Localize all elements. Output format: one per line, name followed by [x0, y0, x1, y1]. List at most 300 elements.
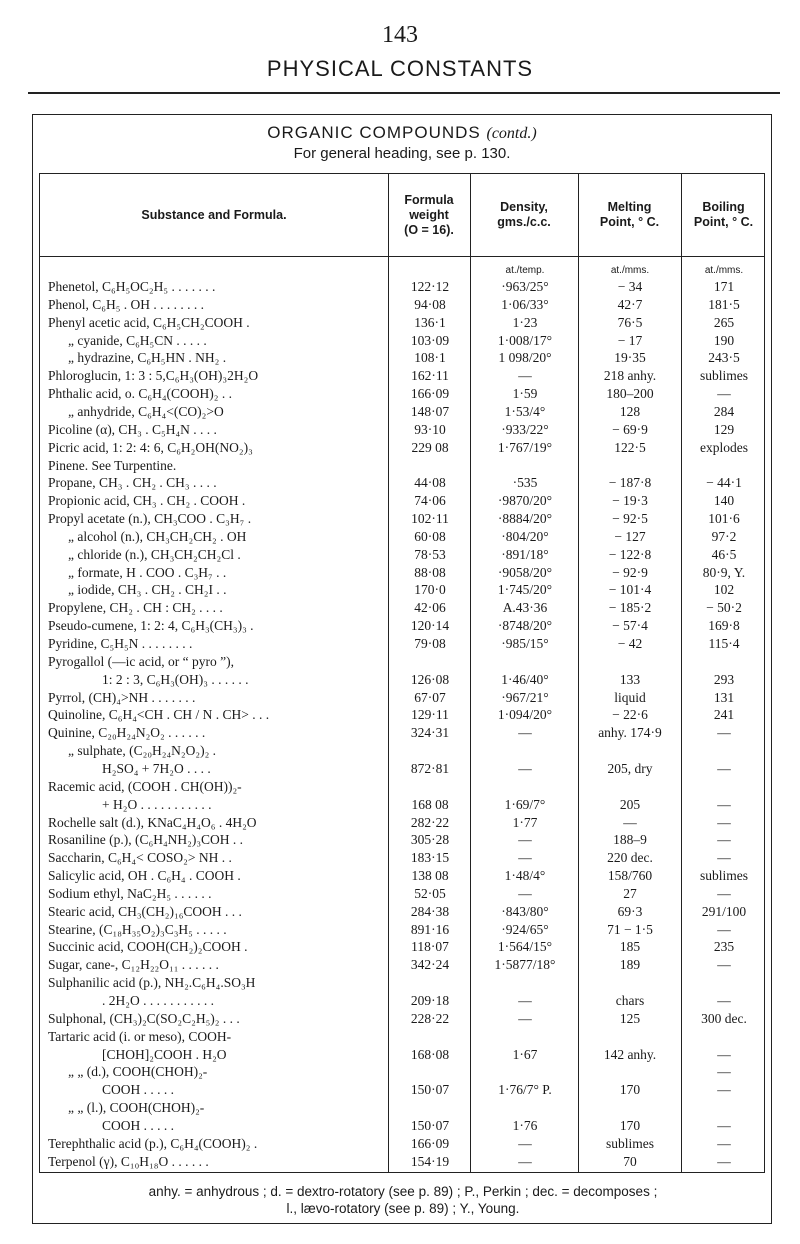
melting-point-cell: − 34	[617, 279, 643, 294]
boiling-point-cell: —	[717, 814, 731, 830]
table-row	[40, 1100, 764, 1116]
header-weight-line3: (O = 16).	[404, 222, 454, 237]
header-density-line1: Density,	[500, 200, 548, 214]
formula-weight-cell: 74·06	[414, 493, 446, 509]
boiling-point-cell: 140	[713, 493, 735, 509]
melting-point-cell: 185	[619, 939, 641, 955]
substance-cell: Saccharin, C₆H₄< COSO₂> NH . .	[48, 850, 232, 866]
density-cell: —	[518, 1153, 532, 1169]
table-row	[40, 493, 764, 509]
substance-cell: Phloroglucin, 1: 3 : 5,C₆H₃(OH)₃2H₂O	[48, 368, 259, 384]
melting-point-cell: chars	[615, 993, 645, 1008]
boiling-point-cell: —	[717, 1135, 731, 1151]
melting-point-cell: − 22·6	[612, 707, 648, 723]
header-melting	[578, 174, 681, 256]
table-row	[40, 565, 764, 581]
boiling-point-cell: 46·5	[711, 546, 737, 562]
density-cell: —	[518, 832, 532, 848]
melting-point-cell: 188–9	[613, 832, 647, 848]
substance-cell: Pyridine, C₅H₅N . . . . . . . .	[48, 636, 193, 651]
boiling-point-cell: —	[717, 993, 731, 1008]
substance-cell: Quinoline, C₆H₄<CH . CH / N . CH> . . .	[48, 707, 270, 723]
density-cell: —	[518, 850, 532, 866]
boiling-point-cell: 293	[713, 671, 735, 687]
table-row	[40, 957, 764, 973]
substance-cell: Propyl acetate (n.), CH₃COO . C₃H₇ .	[48, 511, 252, 527]
substance-cell: Propane, CH₃ . CH₂ . CH₃ . . . .	[48, 475, 217, 491]
boiling-point-cell: —	[717, 386, 731, 402]
formula-weight-cell: 103·09	[410, 332, 450, 348]
formula-weight-cell: 102·11	[411, 511, 449, 527]
density-cell: A.43·36	[502, 600, 548, 616]
table-row	[40, 1118, 764, 1134]
units-boiling: at./mms.	[704, 265, 744, 276]
density-cell: 1·59	[512, 386, 538, 402]
substance-cell: „ alcohol (n.), CH₃CH₂CH₂ . OH	[68, 528, 247, 544]
density-cell: 1·745/20°	[497, 582, 553, 598]
melting-point-cell: − 187·8	[608, 475, 652, 491]
table-row	[40, 458, 764, 474]
formula-weight-cell: 78·53	[414, 546, 446, 562]
table-row	[40, 600, 764, 616]
substance-cell: Tartaric acid (i. or meso), COOH-	[48, 1028, 232, 1044]
formula-weight-cell: 284·38	[410, 903, 450, 919]
boiling-point-cell: —	[717, 1117, 731, 1133]
density-cell: 1·76/7° P.	[498, 1082, 552, 1098]
melting-point-cell: 158/760	[607, 868, 653, 884]
boiling-point-cell: —	[717, 832, 731, 848]
table-row	[40, 422, 764, 438]
table-row	[40, 636, 764, 652]
table-row	[40, 868, 764, 884]
substance-cell: Pyrogallol (—ic acid, or “ pyro ”),	[48, 653, 234, 669]
substance-cell: Terpenol (γ), C₁₀H₁₈O . . . . . .	[48, 1153, 209, 1169]
units-density: at./temp.	[505, 265, 545, 276]
units-melting: at./mms.	[610, 265, 650, 276]
density-cell: 1·77	[512, 814, 538, 830]
formula-weight-cell: 162·11	[411, 368, 449, 384]
formula-weight-cell: 118·07	[411, 939, 449, 955]
substance-cell: „ „ (d.), COOH(CHOH)₂-	[68, 1064, 208, 1080]
melting-point-cell: 128	[619, 403, 641, 419]
formula-weight-cell: 67·07	[414, 689, 446, 705]
substance-cell: Propylene, CH₂ . CH : CH₂ . . . .	[48, 600, 223, 616]
melting-point-cell: − 57·4	[612, 618, 648, 634]
melting-point-cell: 170	[619, 1082, 641, 1098]
density-cell: 1·76	[512, 1117, 538, 1133]
table-row	[40, 368, 764, 384]
substance-cell: 1: 2 : 3, C₆H₃(OH)₃ . . . . . .	[102, 671, 249, 687]
formula-weight-cell: 120·14	[410, 618, 450, 634]
substance-cell: „ chloride (n.), CH₃CH₂CH₂Cl .	[68, 546, 241, 562]
header-substance	[40, 174, 388, 256]
melting-point-cell: − 92·9	[612, 564, 648, 580]
substance-cell: Sodium ethyl, NaC₂H₅ . . . . . .	[48, 885, 212, 901]
substance-cell: COOH . . . . .	[102, 1117, 175, 1133]
boiling-point-cell: 284	[713, 403, 735, 419]
melting-point-cell: 125	[619, 1010, 641, 1026]
formula-weight-cell: 170·0	[414, 582, 446, 598]
formula-weight-cell: 168 08	[411, 796, 449, 812]
page-frame	[32, 114, 772, 1224]
formula-weight-cell: 136·1	[414, 314, 446, 330]
header-density-line2: gms./c.c.	[497, 215, 551, 229]
footnote-line2: l., lævo-rotatory (see p. 89) ; Y., Young.	[286, 1201, 520, 1216]
formula-weight-cell: 342·24	[410, 957, 450, 973]
table-row	[40, 779, 764, 795]
formula-weight-cell: 324·31	[410, 725, 450, 741]
boiling-point-cell: —	[717, 1046, 731, 1062]
substance-cell: Picoline (α), CH₃ . C₅H₄N . . . .	[48, 421, 217, 437]
header-rule	[28, 92, 780, 94]
melting-point-cell: 170	[619, 1117, 641, 1133]
table-row	[40, 690, 764, 706]
table-row	[40, 1082, 764, 1098]
table-row	[40, 1029, 764, 1045]
melting-point-cell: 42·7	[617, 296, 643, 312]
substance-cell: Pinene. See Turpentine.	[48, 457, 177, 473]
table-row	[40, 1064, 764, 1080]
formula-weight-cell: 122·12	[410, 279, 450, 294]
boiling-point-cell: 171	[713, 279, 735, 294]
header-divider	[40, 256, 764, 257]
density-cell: ·963/25°	[501, 279, 549, 294]
density-cell: ·843/80°	[501, 903, 549, 919]
formula-weight-cell: 44·08	[414, 475, 446, 491]
melting-point-cell: − 185·2	[608, 600, 652, 616]
table-row	[40, 475, 764, 491]
table-row	[40, 1136, 764, 1152]
formula-weight-cell: 183·15	[410, 850, 450, 866]
density-cell: —	[518, 1135, 532, 1151]
density-cell: 1·06/33°	[501, 296, 549, 312]
substance-cell: Terephthalic acid (p.), C₆H₄(COOH)₂ .	[48, 1135, 258, 1151]
melting-point-cell: 122·5	[614, 439, 646, 455]
table-row	[40, 511, 764, 527]
table-row	[40, 1011, 764, 1027]
formula-weight-cell: 79·08	[414, 636, 446, 651]
formula-weight-cell: 42·06	[414, 600, 446, 616]
table-row	[40, 886, 764, 902]
melting-point-cell: 71 − 1·5	[607, 921, 653, 937]
header-melting-line1: Melting	[607, 200, 652, 214]
boiling-point-cell: —	[717, 850, 731, 866]
units-row	[40, 265, 764, 279]
melting-point-cell: 205, dry	[607, 760, 653, 776]
density-cell: 1·69/7°	[504, 796, 546, 812]
table-row	[40, 725, 764, 741]
formula-weight-cell: 93·10	[414, 421, 446, 437]
melting-point-cell: − 127	[614, 528, 646, 544]
density-cell: 1·5877/18°	[494, 957, 556, 973]
density-cell: ·933/22°	[501, 421, 549, 437]
substance-cell: Rosaniline (p.), (C₆H₄NH₂)₃COH . .	[48, 832, 244, 848]
boiling-point-cell: 129	[713, 421, 735, 437]
header-substance-label: Substance and Formula.	[141, 207, 287, 222]
boiling-point-cell: 243·5	[708, 350, 740, 366]
table-row	[40, 618, 764, 634]
boiling-point-cell: 115·4	[708, 636, 740, 651]
table-row	[40, 922, 764, 938]
density-cell: ·891/18°	[501, 546, 549, 562]
formula-weight-cell: 872·81	[410, 760, 450, 776]
substance-cell: Phthalic acid, o. C₆H₄(COOH)₂ . .	[48, 386, 232, 402]
density-cell: 1·767/19°	[497, 439, 553, 455]
substance-cell: Sulphonal, (CH₃)₂C(SO₂C₂H₅)₂ . . .	[48, 1010, 240, 1026]
substance-cell: Stearine, (C₁₈H₃₅O₂)₃C₃H₅ . . . . .	[48, 921, 227, 937]
table-row	[40, 815, 764, 831]
table-row	[40, 939, 764, 955]
density-cell: —	[518, 885, 532, 901]
substance-cell: Racemic acid, (COOH . CH(OH))₂-	[48, 778, 242, 794]
density-cell: ·924/65°	[501, 921, 549, 937]
boiling-point-cell: —	[717, 885, 731, 901]
header-boiling	[681, 174, 765, 256]
boiling-point-cell: sublimes	[699, 368, 748, 384]
boiling-point-cell: —	[717, 921, 731, 937]
density-cell: ·967/21°	[501, 689, 549, 705]
section-title-text: ORGANIC COMPOUNDS	[267, 123, 481, 142]
substance-cell: „ cyanide, C₆H₅CN . . . . .	[68, 332, 207, 348]
substance-cell: Stearic acid, CH₃(CH₂)₁₆COOH . . .	[48, 903, 242, 919]
boiling-point-cell: —	[717, 957, 731, 973]
density-cell: 1·008/17°	[497, 332, 553, 348]
density-cell: 1·53/4°	[504, 403, 546, 419]
substance-cell: Salicylic acid, OH . C₆H₄ . COOH .	[48, 868, 241, 884]
boiling-point-cell: 181·5	[708, 296, 740, 312]
table-row	[40, 654, 764, 670]
substance-cell: Sugar, cane-, C₁₂H₂₂O₁₁ . . . . . .	[48, 957, 219, 973]
density-cell: ·535	[512, 475, 538, 491]
boiling-point-cell: sublimes	[699, 868, 748, 884]
formula-weight-cell: 60·08	[414, 528, 446, 544]
density-cell: 1·564/15°	[497, 939, 553, 955]
header-boiling-line1: Boiling	[702, 200, 745, 214]
table-row	[40, 440, 764, 456]
table-row	[40, 975, 764, 991]
density-cell: ·804/20°	[501, 528, 549, 544]
section-note: For general heading, see p. 130.	[293, 145, 511, 162]
melting-point-cell: 133	[619, 671, 641, 687]
table-row	[40, 386, 764, 402]
boiling-point-cell: —	[717, 1153, 731, 1169]
table-row	[40, 832, 764, 848]
table-row	[40, 297, 764, 313]
density-cell: 1·23	[512, 314, 538, 330]
melting-point-cell: − 19·3	[612, 493, 648, 509]
melting-point-cell: liquid	[614, 689, 646, 705]
density-cell: —	[518, 725, 532, 741]
formula-weight-cell: 52·05	[414, 885, 446, 901]
boiling-point-cell: 291/100	[701, 903, 747, 919]
substance-cell: „ anhydride, C₆H₄<(CO)₂>O	[68, 403, 224, 419]
formula-weight-cell: 305·28	[410, 832, 450, 848]
melting-point-cell: − 92·5	[612, 511, 648, 527]
melting-point-cell: − 122·8	[608, 546, 652, 562]
melting-point-cell: sublimes	[605, 1135, 654, 1151]
formula-weight-cell: 166·09	[410, 1135, 450, 1151]
melting-point-cell: 70	[623, 1153, 637, 1169]
substance-cell: COOH . . . . .	[102, 1082, 175, 1098]
density-cell: 1 098/20°	[498, 350, 552, 366]
melting-point-cell: − 101·4	[608, 582, 652, 598]
formula-weight-cell: 282·22	[410, 814, 450, 830]
table-row	[40, 743, 764, 759]
table-row	[40, 904, 764, 920]
substance-cell: . 2H₂O . . . . . . . . . . .	[102, 993, 214, 1008]
constants-table	[39, 173, 765, 1173]
substance-cell: Phenetol, C₆H₅OC₂H₅ . . . . . . .	[48, 279, 216, 294]
table-row	[40, 1047, 764, 1063]
formula-weight-cell: 154·19	[410, 1153, 450, 1169]
section-title-suffix: (contd.)	[486, 125, 537, 142]
melting-point-cell: − 69·9	[612, 421, 648, 437]
boiling-point-cell: 131	[713, 689, 735, 705]
boiling-point-cell: − 50·2	[706, 600, 742, 616]
header-density	[470, 174, 578, 256]
boiling-point-cell: 241	[713, 707, 735, 723]
formula-weight-cell: 209·18	[410, 993, 450, 1008]
formula-weight-cell: 150·07	[410, 1082, 450, 1098]
formula-weight-cell: 229 08	[411, 439, 449, 455]
table-row	[40, 850, 764, 866]
density-cell: —	[518, 993, 532, 1008]
header-melting-line2: Point, ° C.	[599, 215, 660, 229]
substance-cell: „ „ (l.), COOH(CHOH)₂-	[68, 1100, 205, 1116]
formula-weight-cell: 148·07	[410, 403, 450, 419]
melting-point-cell: − 17	[617, 332, 643, 348]
boiling-point-cell: 101·6	[708, 511, 740, 527]
formula-weight-cell: 150·07	[410, 1117, 450, 1133]
table-row	[40, 672, 764, 688]
melting-point-cell: 218 anhy.	[603, 368, 657, 384]
substance-cell: + H₂O . . . . . . . . . . .	[102, 796, 212, 812]
density-cell: —	[518, 760, 532, 776]
table-row	[40, 993, 764, 1009]
substance-cell: „ hydrazine, C₆H₅HN . NH₂ .	[68, 350, 227, 366]
boiling-point-cell: 190	[713, 332, 735, 348]
density-cell: ·9870/20°	[497, 493, 553, 509]
boiling-point-cell: explodes	[700, 439, 748, 455]
table-row	[40, 797, 764, 813]
table-row	[40, 279, 764, 295]
substance-cell: H₂SO₄ + 7H₂O . . . .	[102, 760, 211, 776]
table-row	[40, 761, 764, 777]
table-row	[40, 1154, 764, 1170]
section-title	[33, 123, 771, 143]
formula-weight-cell: 168·08	[410, 1046, 450, 1062]
table-row	[40, 404, 764, 420]
density-cell: —	[518, 368, 532, 384]
page-number: 143	[382, 22, 418, 48]
melting-point-cell: anhy. 174·9	[598, 725, 662, 741]
table-row	[40, 547, 764, 563]
substance-cell: Pseudo-cumene, 1: 2: 4, C₆H₃(CH₃)₃ .	[48, 618, 254, 634]
density-cell: ·8748/20°	[497, 618, 553, 634]
table-row	[40, 529, 764, 545]
substance-cell: „ iodide, CH₃ . CH₂ . CH₂I . .	[68, 582, 227, 598]
substance-cell: Quinine, C₂₀H₂₄N₂O₂ . . . . . .	[48, 725, 206, 741]
melting-point-cell: 27	[623, 885, 637, 901]
density-cell: 1·094/20°	[497, 707, 553, 723]
formula-weight-cell: 228·22	[410, 1010, 450, 1026]
substance-cell: [CHOH]₂COOH . H₂O	[102, 1046, 227, 1062]
melting-point-cell: 142 anhy.	[603, 1046, 657, 1062]
table-row	[40, 707, 764, 723]
formula-weight-cell: 129·11	[411, 707, 449, 723]
running-head: PHYSICAL CONSTANTS	[266, 56, 534, 81]
substance-cell: Succinic acid, COOH(CH₂)₂COOH .	[48, 939, 248, 955]
formula-weight-cell: 891·16	[410, 921, 450, 937]
substance-cell: Picric acid, 1: 2: 4: 6, C₆H₂OH(NO₂)₃	[48, 439, 253, 455]
formula-weight-cell: 94·08	[414, 296, 446, 312]
substance-cell: Sulphanilic acid (p.), NH₂.C₆H₄.SO₃H	[48, 975, 256, 991]
density-cell: 1·48/4°	[504, 868, 546, 884]
header-weight	[388, 174, 470, 256]
footnote	[43, 1183, 763, 1217]
melting-point-cell: —	[623, 814, 637, 830]
substance-cell: Phenyl acetic acid, C₆H₅CH₂COOH .	[48, 314, 250, 330]
formula-weight-cell: 166·09	[410, 386, 450, 402]
formula-weight-cell: 108·1	[414, 350, 446, 366]
density-cell: ·8884/20°	[497, 511, 553, 527]
boiling-point-cell: 80·9, Y.	[702, 564, 746, 580]
melting-point-cell: 180–200	[606, 386, 654, 402]
density-cell: —	[518, 1010, 532, 1026]
substance-cell: „ sulphate, (C₂₀H₂₄N₂O₂)₂ .	[68, 743, 217, 759]
boiling-point-cell: 102	[713, 582, 735, 598]
boiling-point-cell: 265	[713, 314, 735, 330]
table-row	[40, 582, 764, 598]
melting-point-cell: 220 dec.	[607, 850, 653, 866]
boiling-point-cell: 235	[713, 939, 735, 955]
formula-weight-cell: 138 08	[411, 868, 449, 884]
formula-weight-cell: 88·08	[414, 564, 446, 580]
boiling-point-cell: —	[717, 760, 731, 776]
table-row	[40, 315, 764, 331]
melting-point-cell: 69·3	[617, 903, 643, 919]
boiling-point-cell: − 44·1	[706, 475, 742, 491]
header-boiling-line2: Point, ° C.	[693, 215, 754, 229]
substance-cell: „ formate, H . COO . C₃H₇ . .	[68, 564, 227, 580]
boiling-point-cell: —	[717, 1082, 731, 1098]
boiling-point-cell: —	[717, 1064, 731, 1080]
substance-cell: Pyrrol, (CH)₄>NH . . . . . . .	[48, 689, 196, 705]
boiling-point-cell: 169·8	[708, 618, 740, 634]
substance-cell: Phenol, C₆H₅ . OH . . . . . . . .	[48, 296, 205, 312]
density-cell: ·985/15°	[501, 636, 549, 651]
melting-point-cell: 19·35	[614, 350, 646, 366]
density-cell: 1·46/40°	[501, 671, 549, 687]
density-cell: 1·67	[512, 1046, 538, 1062]
header-weight-line1: Formula	[404, 192, 454, 207]
boiling-point-cell: —	[717, 725, 731, 741]
substance-cell: Rochelle salt (d.), KNaC₄H₄O₆ . 4H₂O	[48, 814, 257, 830]
boiling-point-cell: —	[717, 796, 731, 812]
melting-point-cell: − 42	[617, 636, 643, 651]
header-weight-line2: weight	[409, 207, 449, 222]
footnote-line1: anhy. = anhydrous ; d. = dextro-rotatory (see p. 89) ; P., Perkin ; dec. = decomposes ;	[148, 1184, 658, 1199]
boiling-point-cell: 300 dec.	[701, 1010, 747, 1026]
table-row	[40, 350, 764, 366]
table-row	[40, 333, 764, 349]
melting-point-cell: 189	[619, 957, 641, 973]
melting-point-cell: 76·5	[617, 314, 643, 330]
formula-weight-cell: 126·08	[410, 671, 450, 687]
substance-cell: Propionic acid, CH₃ . CH₂ . COOH .	[48, 493, 246, 509]
density-cell: ·9058/20°	[497, 564, 553, 580]
boiling-point-cell: 97·2	[711, 528, 737, 544]
